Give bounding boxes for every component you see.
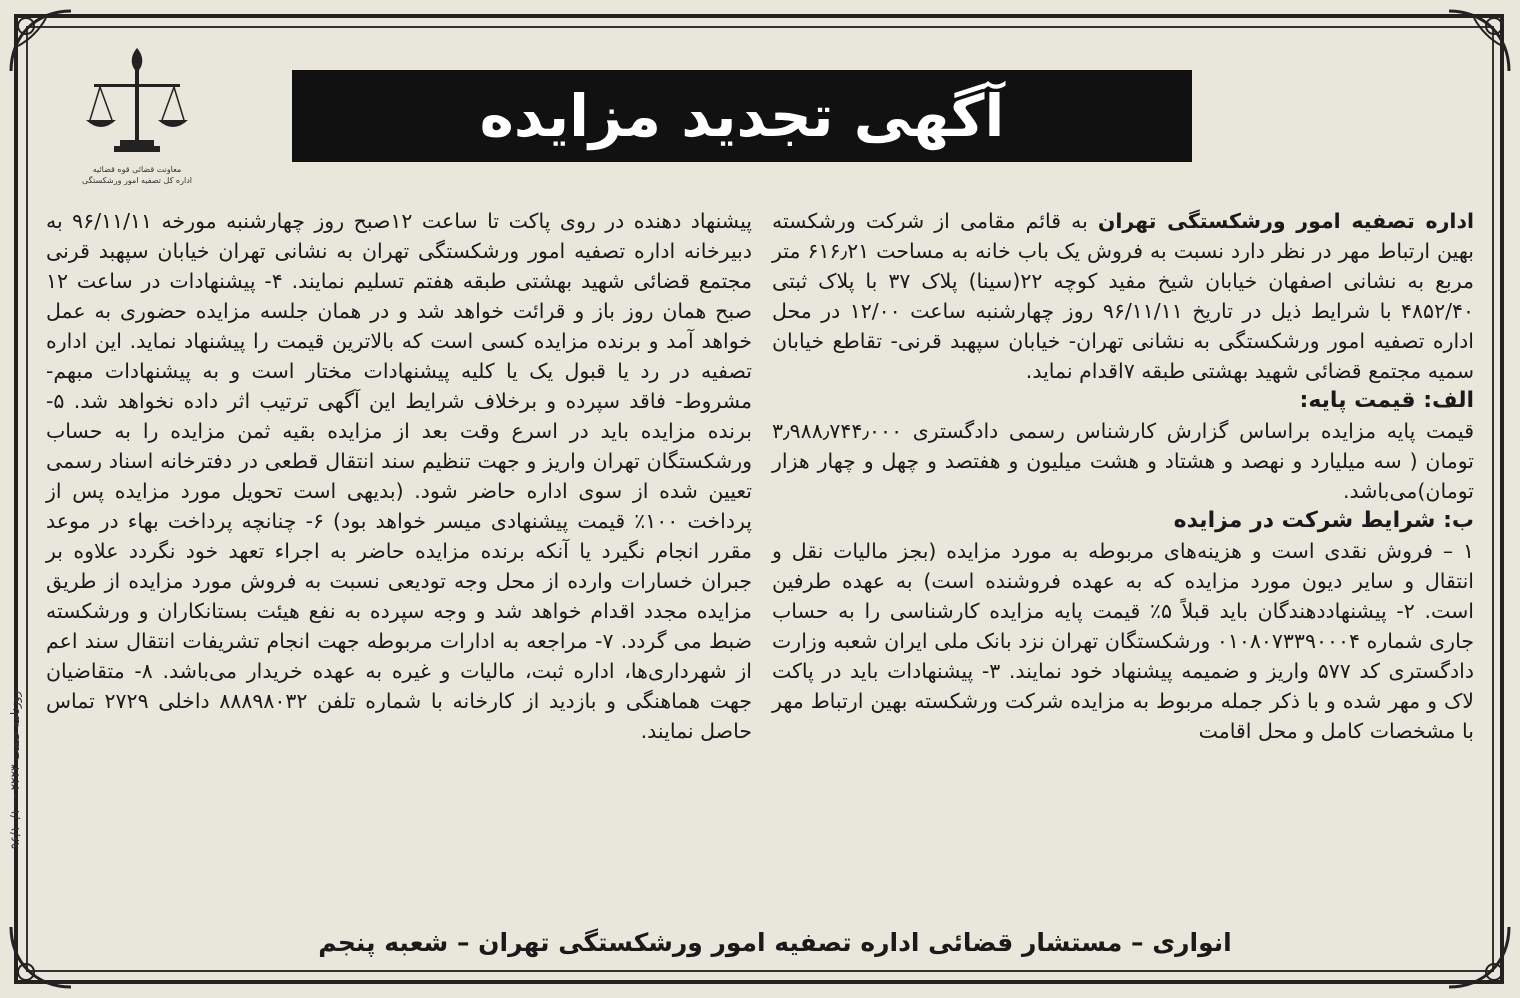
corner-ornament-top-right-icon xyxy=(1444,6,1514,76)
judiciary-emblem xyxy=(82,40,192,190)
newspaper-side-text: روزنامه صمت ۲۲۲۳ - ۹۶/۱۰/۱۰ xyxy=(8,690,22,850)
left-column xyxy=(46,206,752,746)
right-column xyxy=(772,206,1474,746)
section-a-text: قیمت پایه مزایده براساس گزارش کارشناس رسمی دادگستری ۳٫۹۸۸٫۷۴۴٫۰۰۰ تومان ( سه میلیارد و نهصد و هشتاد و هشت میلیون و هفتصد و چهل و چهار هزار تومان)می‌باشد. xyxy=(772,419,1474,503)
signature: انواری – مستشار قضائی اداره تصفیه امور ورشکستگی تهران – شعبه پنجم xyxy=(318,928,1232,957)
scales-of-justice-icon xyxy=(82,40,192,160)
corner-ornament-top-left-icon xyxy=(6,6,76,76)
intro-text: به قائم مقامی از شرکت ورشکسته بهین ارتباط مهر در نظر دارد نسبت به فروش یک باب خانه به مساحت ۶۱۶٫۲۱ متر مربع به نشانی اصفهان خیابان شیخ مفید کوچه ۲۲(سینا) پلاک ۳۷ با پلاک ثبتی ۴۸۵۲/۴۰ با شرایط ذیل در تاریخ ۹۶/۱۱/۱۱ روز چهارشنبه ساعت ۱۲/۰۰ در محل اداره تصفیه امور ورشکستگی به نشانی تهران- خیابان سپهبد قرنی- تقاطع خیابان سمیه مجتمع قضائی شهید بهشتی طبقه ۷اقدام نماید. xyxy=(772,209,1475,383)
intro-organization: اداره تصفیه امور ورشکستگی تهران xyxy=(1097,209,1474,233)
left-column-text: پیشنهاد دهنده در روی پاکت تا ساعت ۱۲صبح روز چهارشنبه مورخه ۹۶/۱۱/۱۱ به دبیرخانه اداره تصفیه امور ورشکستگی تهران به نشانی تهران خیابان سپهبد قرنی مجتمع قضائی شهید بهشتی طبقه هفتم تسلیم نمایند. ۴- پیشنهادات در ساعت ۱۲ صبح همان روز باز و قرائت خواهد شد و در همان جلسه مزایده حضوری به عمل خواهد آمد و برنده مزایده کسی است که بالاترین قیمت را پیشنهاد نماید. این اداره تصفیه در رد یا قبول یک یا کلیه پیشنهادات مختار است و به پیشنهادات مبهم- مشروط- فاقد سپرده و برخلاف شرایط این آگهی ترتیب اثر داده نخواهد شد. ۵- برنده مزایده باید در اسرع وقت بعد از مزایده بقیه ثمن مزایده را به حساب ورشکستگان تهران واریز و جهت تنظیم سند انتقال قطعی در دفترخانه اسناد رسمی تعیین شده از سوی اداره حاضر شود. (بدیهی است تحویل مورد مزایده پس از پرداخت ۱۰۰٪ قیمت پیشنهادی میسر خواهد بود) ۶- چنانچه پرداخت بهاء در موعد مقرر انجام نگیرد یا آنکه برنده مزایده حاضر به اجراء تعهد خود نگردد علاوه بر جبران خسارات وارده از محل وجه تودیعی نسبت به فروش مورد مزایده از طریق مزایده مجدد اقدام خواهد شد و وجه سپرده به نفع هیئت بستانکاران و ورشکسته ضبط می گردد. ۷- مراجعه به ادارات مربوطه جهت انجام تشریفات انتقال سند اعم از شهرداری‌ها، اداره ثبت، مالیات و غیره به عهده خریدار می‌باشد. ۸- متقاضیان جهت هماهنگی و بازدید از کارخانه با شماره تلفن ۸۸۸۹۸۰۳۲ داخلی ۲۷۲۹ تماس حاصل نمایند. xyxy=(46,209,752,743)
section-b-heading: ب: شرایط شرکت در مزایده xyxy=(1173,508,1474,533)
corner-ornament-bottom-right-icon xyxy=(1444,922,1514,992)
emblem-caption: معاونت قضائی قوه قضائیه اداره کل تصفیه امور ورشکستگی xyxy=(81,165,192,185)
intro-paragraph xyxy=(772,206,1474,386)
page-title: آگهی تجدید مزایده xyxy=(292,70,1192,162)
section-b-text: ۱ – فروش نقدی است و هزینه‌های مربوطه به مورد مزایده (بجز مالیات نقل و انتقال و سایر دیون مورد مزایده که به عهده فروشنده است) به عهده طرفین است. ۲- پیشنهاددهندگان باید قبلاً ۵٪ قیمت پایه مزایده کارشناسی را به حساب جاری شماره ۰۱۰۸۰۷۳۳۹۰۰۰۴ ورشکستگان تهران نزد بانک ملی ایران شعبه وزارت دادگستری کد ۵۷۷ واریز و ضمیمه پیشنهاد خود نمایند. ۳- پیشنهادات باید در پاکت لاک و مهر شده و با ذکر جمله مربوط به مزایده شرکت ورشکسته بهین ارتباط مهر با مشخصات کامل و محل اقامت xyxy=(772,539,1474,743)
section-a-heading: الف: قیمت پایه: xyxy=(1299,388,1474,413)
